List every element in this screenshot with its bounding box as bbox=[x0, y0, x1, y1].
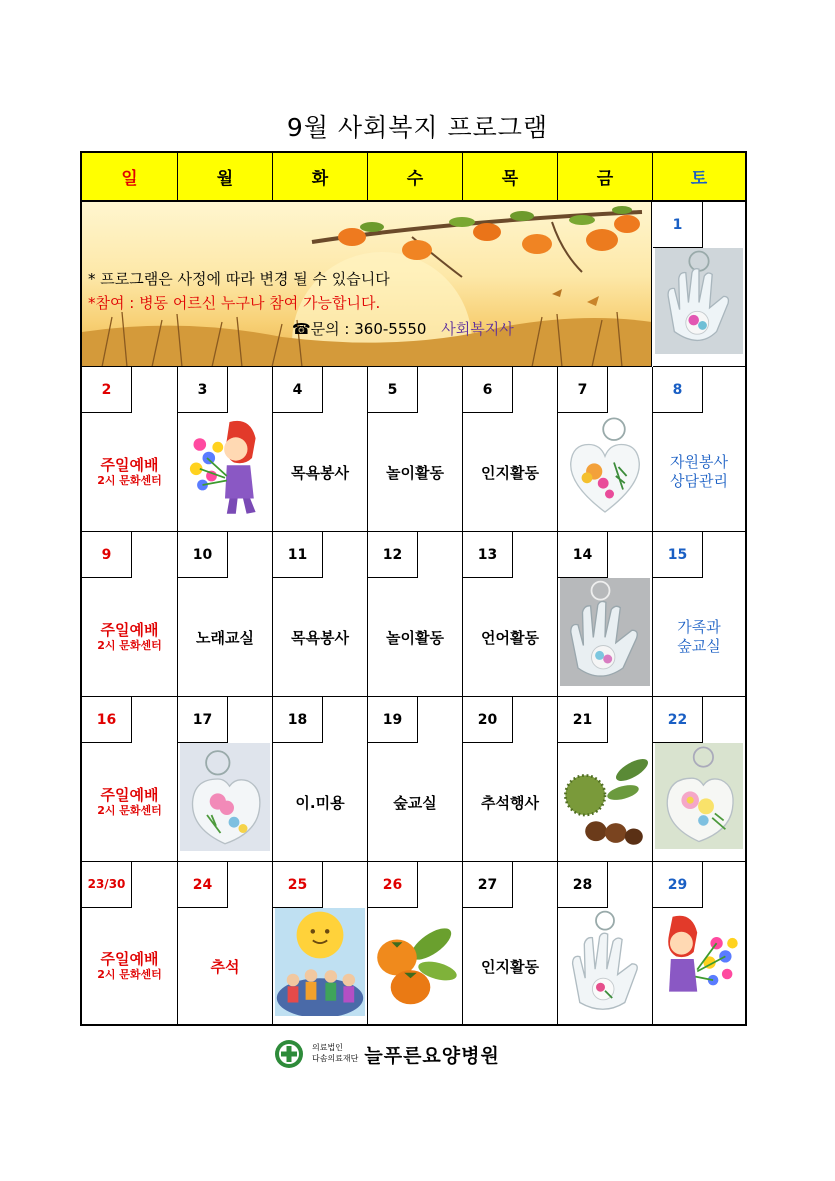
day-cell-4 bbox=[273, 367, 368, 532]
weekday-sat: 토 bbox=[653, 153, 745, 202]
weekday-tue: 화 bbox=[273, 153, 368, 202]
keyring-hand-image bbox=[560, 578, 650, 686]
day-cell-16 bbox=[82, 697, 178, 862]
keyring-flower-image bbox=[655, 743, 743, 849]
day-number: 27 bbox=[463, 862, 513, 908]
persimmon-image bbox=[370, 908, 460, 1016]
notice-participation: *참여 : 병동 어르신 누구나 참여 가능합니다. bbox=[88, 294, 381, 312]
day-cell-1 bbox=[653, 202, 745, 367]
day-number: 8 bbox=[653, 367, 703, 413]
day-number: 26 bbox=[368, 862, 418, 908]
keyring-round-image bbox=[180, 743, 270, 851]
activity-label: 이.미용 bbox=[295, 793, 345, 812]
day-cell-19 bbox=[368, 697, 463, 862]
weekday-wed: 수 bbox=[368, 153, 463, 202]
day-cell-7 bbox=[558, 367, 653, 532]
day-number: 5 bbox=[368, 367, 418, 413]
contact-dept: 사회복지사 bbox=[441, 320, 514, 338]
keyring-hand-image bbox=[560, 908, 650, 1016]
activity-label: 주일예배 2시 문화센터 bbox=[97, 621, 162, 653]
activity-label: 주일예배 2시 문화센터 bbox=[97, 786, 162, 818]
day-cell-22 bbox=[653, 697, 745, 862]
activity-label: 목욕봉사 bbox=[291, 463, 349, 482]
day-number: 17 bbox=[178, 697, 228, 743]
day-cell-28 bbox=[558, 862, 653, 1024]
day-cell-15 bbox=[653, 532, 745, 697]
day-number: 10 bbox=[178, 532, 228, 578]
day-number: 18 bbox=[273, 697, 323, 743]
activity-label: 목욕봉사 bbox=[291, 628, 349, 647]
day-number: 11 bbox=[273, 532, 323, 578]
day-cell-5 bbox=[368, 367, 463, 532]
activity-label: 가족과 숲교실 bbox=[677, 617, 721, 655]
activity-label: 놀이활동 bbox=[386, 463, 444, 482]
activity-label: 인지활동 bbox=[481, 463, 539, 482]
weekday-fri: 금 bbox=[558, 153, 653, 202]
activity-label: 추석 bbox=[210, 957, 240, 976]
day-cell-20 bbox=[463, 697, 558, 862]
contact-info bbox=[292, 318, 514, 339]
page-title: 9월 사회복지 프로그램 bbox=[286, 113, 549, 142]
activity-label: 숲교실 bbox=[393, 793, 437, 812]
notice-change: * 프로그램은 사정에 따라 변경 될 수 있습니다 bbox=[88, 270, 390, 288]
day-cell-6 bbox=[463, 367, 558, 532]
day-number: 29 bbox=[653, 862, 703, 908]
day-number: 19 bbox=[368, 697, 418, 743]
day-cell-10 bbox=[178, 532, 273, 697]
day-number: 25 bbox=[273, 862, 323, 908]
foundation-text: 의료법인 다솜의료재단 bbox=[312, 1043, 359, 1063]
day-number: 23/ 30 bbox=[82, 862, 132, 908]
weekday-sun: 일 bbox=[82, 153, 178, 202]
day-cell-14 bbox=[558, 532, 653, 697]
activity-label: 언어활동 bbox=[481, 628, 539, 647]
day-cell-27 bbox=[463, 862, 558, 1024]
keyring-hand-image bbox=[655, 248, 743, 354]
day-cell-11 bbox=[273, 532, 368, 697]
weekday-thu: 목 bbox=[463, 153, 558, 202]
day-cell-25 bbox=[273, 862, 368, 1024]
day-cell-23-30 bbox=[82, 862, 178, 1024]
activity-label: 노래교실 bbox=[196, 628, 254, 647]
girl-with-flowers-image bbox=[655, 908, 743, 1014]
day-cell-17 bbox=[178, 697, 273, 862]
notice-banner bbox=[82, 202, 652, 367]
hospital-name: 늘푸른요양병원 bbox=[364, 1044, 500, 1067]
day-cell-2 bbox=[82, 367, 178, 532]
weekday-mon: 월 bbox=[178, 153, 273, 202]
calendar-grid bbox=[80, 151, 747, 1026]
day-cell-21 bbox=[558, 697, 653, 862]
day-cell-13 bbox=[463, 532, 558, 697]
day-cell-18 bbox=[273, 697, 368, 862]
day-cell-8 bbox=[653, 367, 745, 532]
activity-label: 인지활동 bbox=[481, 957, 539, 976]
day-number: 14 bbox=[558, 532, 608, 578]
day-number: 7 bbox=[558, 367, 608, 413]
day-number: 3 bbox=[178, 367, 228, 413]
day-number: 4 bbox=[273, 367, 323, 413]
day-number: 16 bbox=[82, 697, 132, 743]
activity-label: 주일예배 2시 문화센터 bbox=[97, 456, 162, 488]
girl-with-flowers-image bbox=[180, 413, 270, 521]
day-number: 20 bbox=[463, 697, 513, 743]
activity-label: 주일예배 2시 문화센터 bbox=[97, 950, 162, 982]
chuseok-moon-image bbox=[275, 908, 365, 1016]
day-cell-29 bbox=[653, 862, 745, 1024]
day-cell-12 bbox=[368, 532, 463, 697]
day-cell-24 bbox=[178, 862, 273, 1024]
day-number: 15 bbox=[653, 532, 703, 578]
hospital-logo-icon bbox=[274, 1039, 304, 1069]
day-number: 28 bbox=[558, 862, 608, 908]
contact-phone: ☎문의 : 360-5550 bbox=[292, 320, 427, 338]
hospital-footer bbox=[274, 1038, 500, 1070]
day-number: 12 bbox=[368, 532, 418, 578]
day-number: 24 bbox=[178, 862, 228, 908]
activity-label: 추석행사 bbox=[481, 793, 539, 812]
day-cell-26 bbox=[368, 862, 463, 1024]
day-cell-3 bbox=[178, 367, 273, 532]
day-number: 6 bbox=[463, 367, 513, 413]
day-number: 22 bbox=[653, 697, 703, 743]
day-cell-9 bbox=[82, 532, 178, 697]
day-number: 1 bbox=[653, 202, 703, 248]
day-number: 13 bbox=[463, 532, 513, 578]
day-number: 9 bbox=[82, 532, 132, 578]
activity-label: 자원봉사 상담관리 bbox=[670, 452, 728, 490]
day-number: 21 bbox=[558, 697, 608, 743]
chestnut-image bbox=[560, 743, 650, 851]
keyring-heart-image bbox=[560, 413, 650, 521]
day-number: 2 bbox=[82, 367, 132, 413]
activity-label: 놀이활동 bbox=[386, 628, 444, 647]
